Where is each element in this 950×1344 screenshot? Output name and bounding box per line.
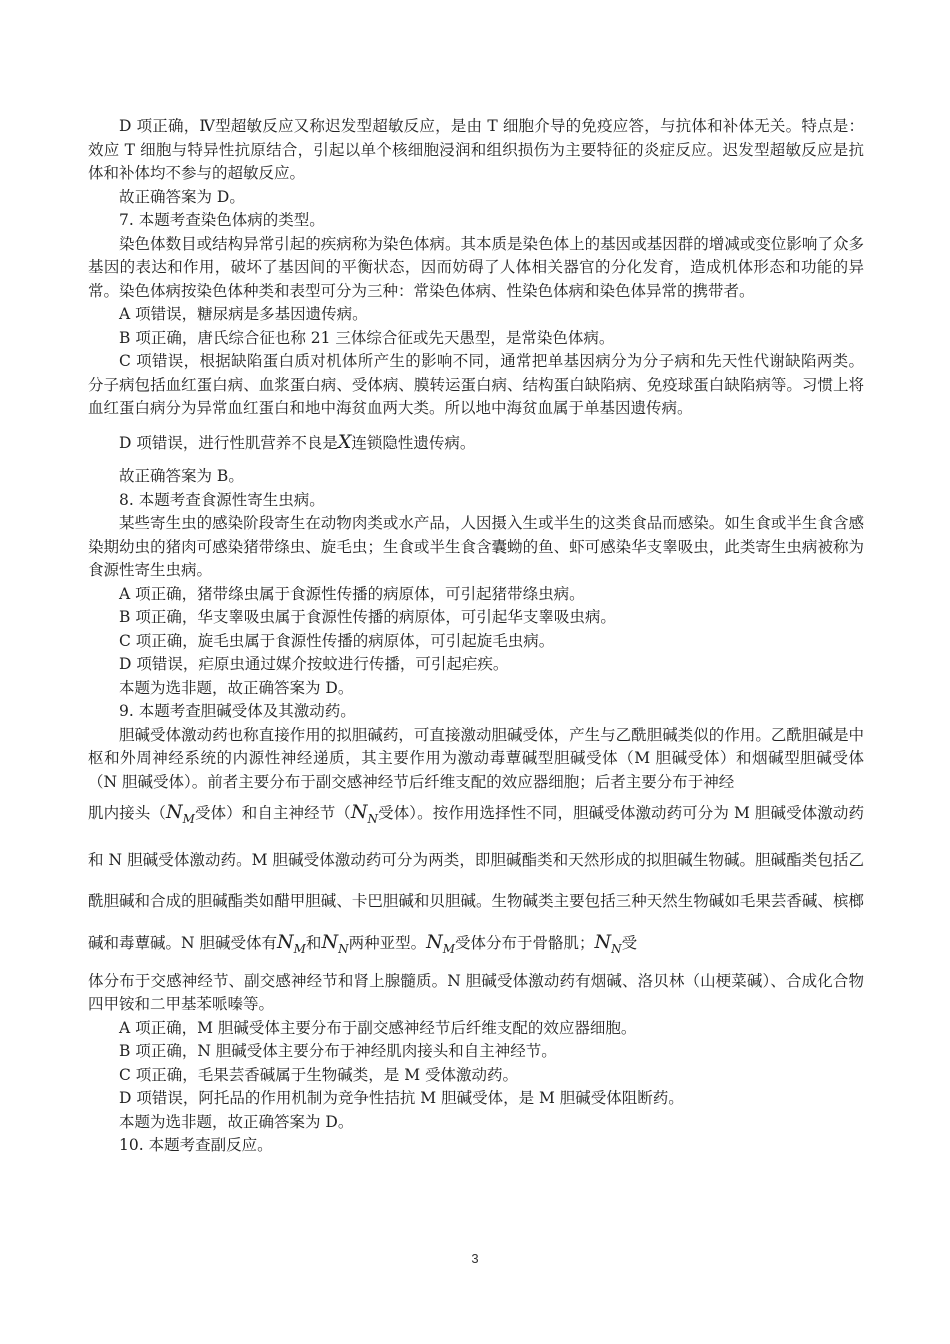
text-run: 连锁隐性遗传病。	[351, 433, 476, 452]
paragraph	[88, 431, 864, 456]
text-run: 受体）和自主神经节（	[194, 804, 351, 822]
paragraph: D 项错误，阿托品的作用机制为竞争性拮抗 M 胆碱受体，是 M 胆碱受体阻断药。	[119, 1089, 684, 1108]
text-run: 体激动药和 N 胆碱受体激动药。M 胆碱受体激动药可分为两类，即胆碱酯类和天然形成的拟胆碱生物碱。胆碱酯类包括乙酰胆碱和合成的胆碱酯类如醋甲胆碱、卡巴胆碱和贝胆碱。生物碱类主要包括三种天然生物	[88, 804, 864, 910]
text-run: 两种亚型。	[348, 933, 427, 952]
section-heading: 9. 本题考查胆碱受体及其激动药。	[119, 702, 356, 720]
paragraph: B 项正确，华支睾吸虫属于食源性传播的病原体，可引起华支睾吸虫病。	[119, 608, 616, 626]
paragraph: D 项正确，Ⅳ型超敏反应又称迟发型超敏反应，是由 T 细胞介导的免疫应答，与抗体和补体无关。特点是：效应 T 细胞与特异性抗原结合，引起以单个核细胞浸润和组织损伤为主要特征的炎症反应。迟发型超敏反应是抗体和补体均不参与的超敏反应。	[88, 117, 864, 182]
paragraph: 本题为选非题，故正确答案为 D。	[119, 678, 354, 697]
math-symbol: X	[337, 430, 352, 453]
paragraph: C 项正确，旋毛虫属于食源性传播的病原体，可引起旋毛虫病。	[119, 631, 555, 650]
math-symbol: $N_M$	[277, 930, 306, 956]
math-symbol: $N_M$	[426, 930, 455, 956]
text-run: 受体分布于骨骼肌；	[455, 933, 595, 952]
text-run: 和	[305, 933, 322, 952]
paragraph: 故正确答案为 D。	[119, 187, 245, 206]
page-number: 3	[471, 1251, 479, 1266]
section-heading: 8. 本题考查食源性寄生虫病。	[119, 490, 325, 509]
paragraph: 故正确答案为 B。	[119, 467, 244, 485]
text-run: D 项错误，进行性肌营养不良是	[119, 433, 338, 452]
math-symbol: $N_N$	[594, 930, 622, 956]
page-body	[88, 115, 864, 1158]
paragraph: A 项正确，M 胆碱受体主要分布于副交感神经节后纤维支配的效应器细胞。	[119, 1018, 637, 1037]
paragraph: 体分布于交感神经节、副交感神经节和肾上腺髓质。N 胆碱受体激动药有烟碱、洛贝林（山梗菜碱）、合成化合物四甲铵和二甲基苯哌嗪等。	[88, 971, 864, 1014]
section-heading: 10. 本题考查副反应。	[119, 1136, 273, 1155]
paragraph: 胆碱受体激动药也称直接作用的拟胆碱药，可直接激动胆碱受体，产生与乙酰胆碱类似的作用。乙酰胆碱是中枢和外周神经系统的内源性神经递质，其主要作用为激动毒蕈碱型胆碱受体（M 胆碱受体）和烟碱型胆碱受体（N 胆碱受体）。前者主要分布于副交感神经节后纤维支配的效应器细胞；后者主要分布于神经	[88, 725, 864, 791]
paragraph: D 项错误，疟原虫通过媒介按蚊进行传播，可引起疟疾。	[119, 655, 509, 673]
math-symbol: $N_N$	[350, 801, 379, 826]
math-symbol: $N_M$	[165, 801, 195, 826]
paragraph: 染色体数目或结构异常引起的疾病称为染色体病。其本质是染色体上的基因或基因群的增减或变位影响了众多基因的表达和作用，破坏了基因间的平衡状态，因而妨碍了人体相关器官的分化发育，造成机体形态和功能的异常。染色体病按染色体种类和表型可分为三种：常染色体病、性染色体病和染色体异常的携带者。	[88, 234, 864, 300]
paragraph: C 项正确，毛果芸香碱属于生物碱类，是 M 受体激动药。	[119, 1065, 519, 1084]
paragraph	[88, 792, 864, 970]
paragraph: B 项正确，N 胆碱受体主要分布于神经肌肉接头和自主神经节。	[119, 1042, 557, 1061]
text-run: 受体）。按作用选择性不同，胆碱受体激动药可分为 M 胆碱受	[378, 804, 802, 822]
section-heading: 7. 本题考查染色体病的类型。	[119, 211, 325, 229]
text-run: 肌内接头（	[88, 804, 166, 822]
math-symbol: $N_N$	[321, 930, 349, 956]
paragraph: A 项错误，糖尿病是多基因遗传病。	[119, 305, 368, 323]
text-run: 受	[621, 933, 638, 952]
paragraph: A 项正确，猪带绦虫属于食源性传播的病原体，可引起猪带绦虫病。	[119, 584, 585, 603]
text-run: 碱如毛果芸香碱、槟榔碱和毒蕈碱。N 胆碱受体有	[88, 891, 864, 952]
paragraph: 本题为选非题，故正确答案为 D。	[119, 1112, 354, 1131]
paragraph: C 项错误，根据缺陷蛋白质对机体所产生的影响不同，通常把单基因病分为分子病和先天性代谢缺陷两类。分子病包括血红蛋白病、血浆蛋白病、受体病、膜转运蛋白病、结构蛋白缺陷病、免疫球蛋白缺陷病等。习惯上将血红蛋白病分为异常血红蛋白和地中海贫血两大类。所以地中海贫血属于单基因遗传病。	[88, 352, 864, 417]
paragraph: 某些寄生虫的感染阶段寄生在动物肉类或水产品，人因摄入生或半生的这类食品而感染。如生食或半生食含感染期幼虫的猪肉可感染猪带绦虫、旋毛虫；生食或半生食含囊蚴的鱼、虾可感染华支睾吸虫，此类寄生虫病被称为食源性寄生虫病。	[88, 514, 864, 579]
paragraph: B 项正确，唐氏综合征也称 21 三体综合征或先天愚型，是常染色体病。	[119, 328, 615, 347]
